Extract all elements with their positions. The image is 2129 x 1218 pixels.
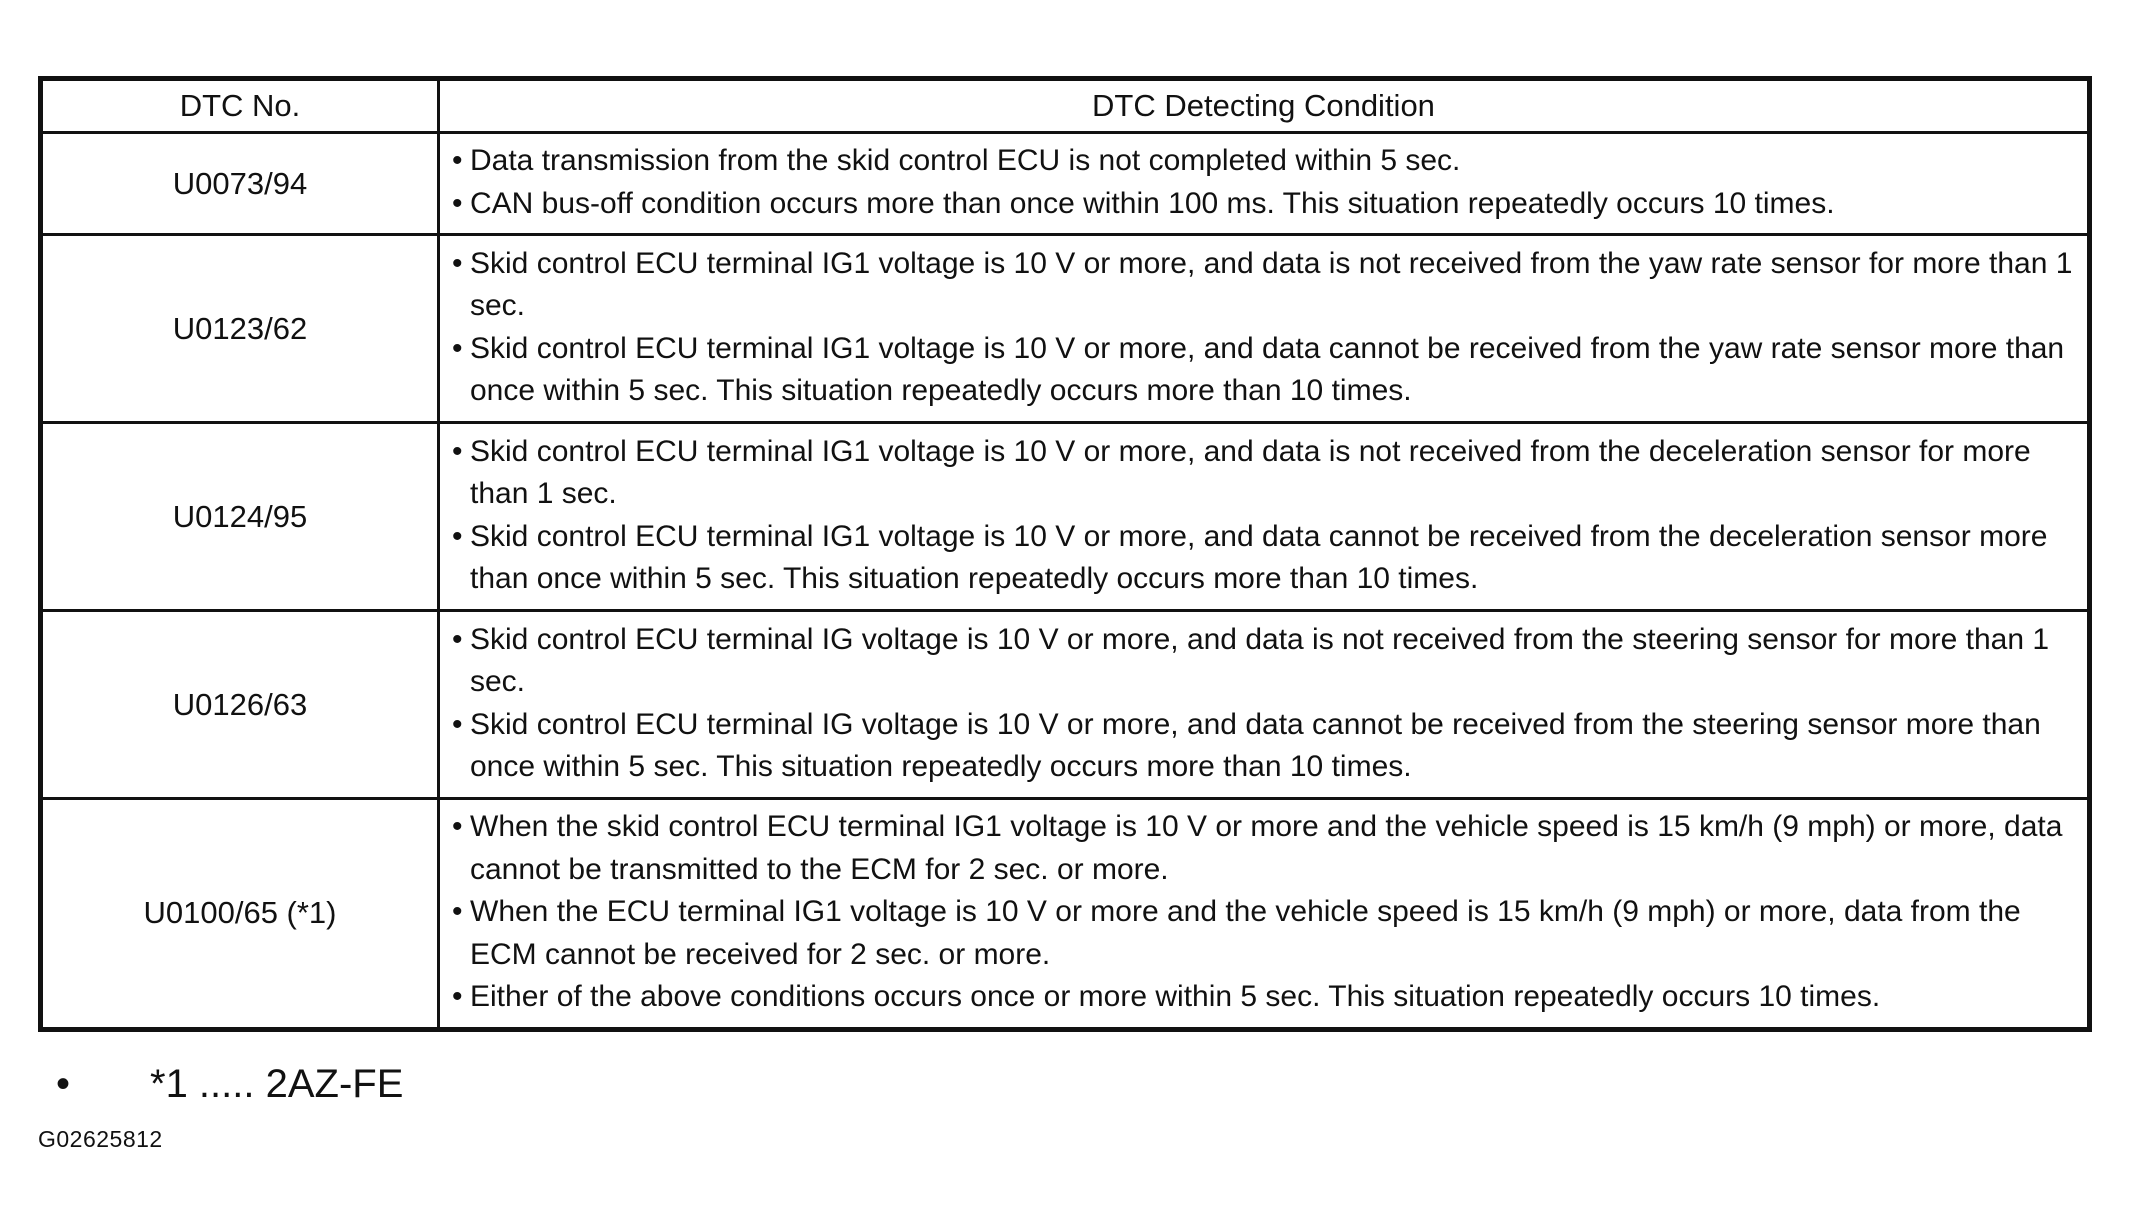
- condition-cell: [439, 133, 2090, 235]
- dtc-table: [38, 76, 2092, 1032]
- footnote-text: *1 ..... 2AZ-FE: [150, 1062, 404, 1106]
- condition-cell: [439, 235, 2090, 423]
- condition-item: • Either of the above conditions occurs once or more within 5 sec. This situation repeatedly occurs 10 times.: [450, 976, 2073, 1019]
- condition-list: [450, 431, 2073, 601]
- dtc-code: U0124/95: [41, 423, 439, 611]
- condition-item: • CAN bus-off condition occurs more than once within 100 ms. This situation repeatedly occurs 10 times.: [450, 183, 2073, 226]
- dtc-code: U0123/62: [41, 235, 439, 423]
- footnote-bullet: •: [56, 1062, 71, 1106]
- dtc-code: U0126/63: [41, 611, 439, 799]
- condition-item: • Skid control ECU terminal IG1 voltage is 10 V or more, and data is not received from the yaw rate sensor for more than 1 sec.: [450, 243, 2073, 328]
- header-detecting-condition: DTC Detecting Condition: [439, 79, 2090, 133]
- table-row: [41, 235, 2090, 423]
- dtc-code: U0100/65 (*1): [41, 799, 439, 1030]
- table-row: [41, 133, 2090, 235]
- condition-cell: [439, 611, 2090, 799]
- condition-item: • Skid control ECU terminal IG1 voltage is 10 V or more, and data cannot be received from the yaw rate sensor more than once within 5 sec. This situation repeatedly occurs more than 10 times.: [450, 328, 2073, 413]
- condition-item: • Data transmission from the skid control ECU is not completed within 5 sec.: [450, 140, 2073, 183]
- condition-item: • When the skid control ECU terminal IG1 voltage is 10 V or more and the vehicle speed is 15 km/h (9 mph) or more, data cannot be transmitted to the ECM for 2 sec. or more.: [450, 806, 2073, 891]
- condition-list: [450, 243, 2073, 413]
- footnote: [56, 1062, 403, 1107]
- condition-cell: [439, 799, 2090, 1030]
- table-row: [41, 611, 2090, 799]
- condition-item: • When the ECU terminal IG1 voltage is 10 V or more and the vehicle speed is 15 km/h (9 mph) or more, data from the ECM cannot be received for 2 sec. or more.: [450, 891, 2073, 976]
- condition-item: • Skid control ECU terminal IG voltage is 10 V or more, and data cannot be received from the steering sensor more than once within 5 sec. This situation repeatedly occurs more than 10 times.: [450, 704, 2073, 789]
- condition-list: [450, 806, 2073, 1019]
- condition-item: • Skid control ECU terminal IG1 voltage is 10 V or more, and data is not received from the deceleration sensor for more than 1 sec.: [450, 431, 2073, 516]
- condition-item: • Skid control ECU terminal IG1 voltage is 10 V or more, and data cannot be received from the deceleration sensor more than once within 5 sec. This situation repeatedly occurs more than 10 times.: [450, 516, 2073, 601]
- condition-item: • Skid control ECU terminal IG voltage is 10 V or more, and data is not received from the steering sensor for more than 1 sec.: [450, 619, 2073, 704]
- condition-list: [450, 140, 2073, 225]
- table-row: [41, 799, 2090, 1030]
- condition-cell: [439, 423, 2090, 611]
- dtc-code: U0073/94: [41, 133, 439, 235]
- table-header-row: [41, 79, 2090, 133]
- condition-list: [450, 619, 2073, 789]
- table-row: [41, 423, 2090, 611]
- header-dtc-no: DTC No.: [41, 79, 439, 133]
- figure-id: G02625812: [38, 1126, 163, 1152]
